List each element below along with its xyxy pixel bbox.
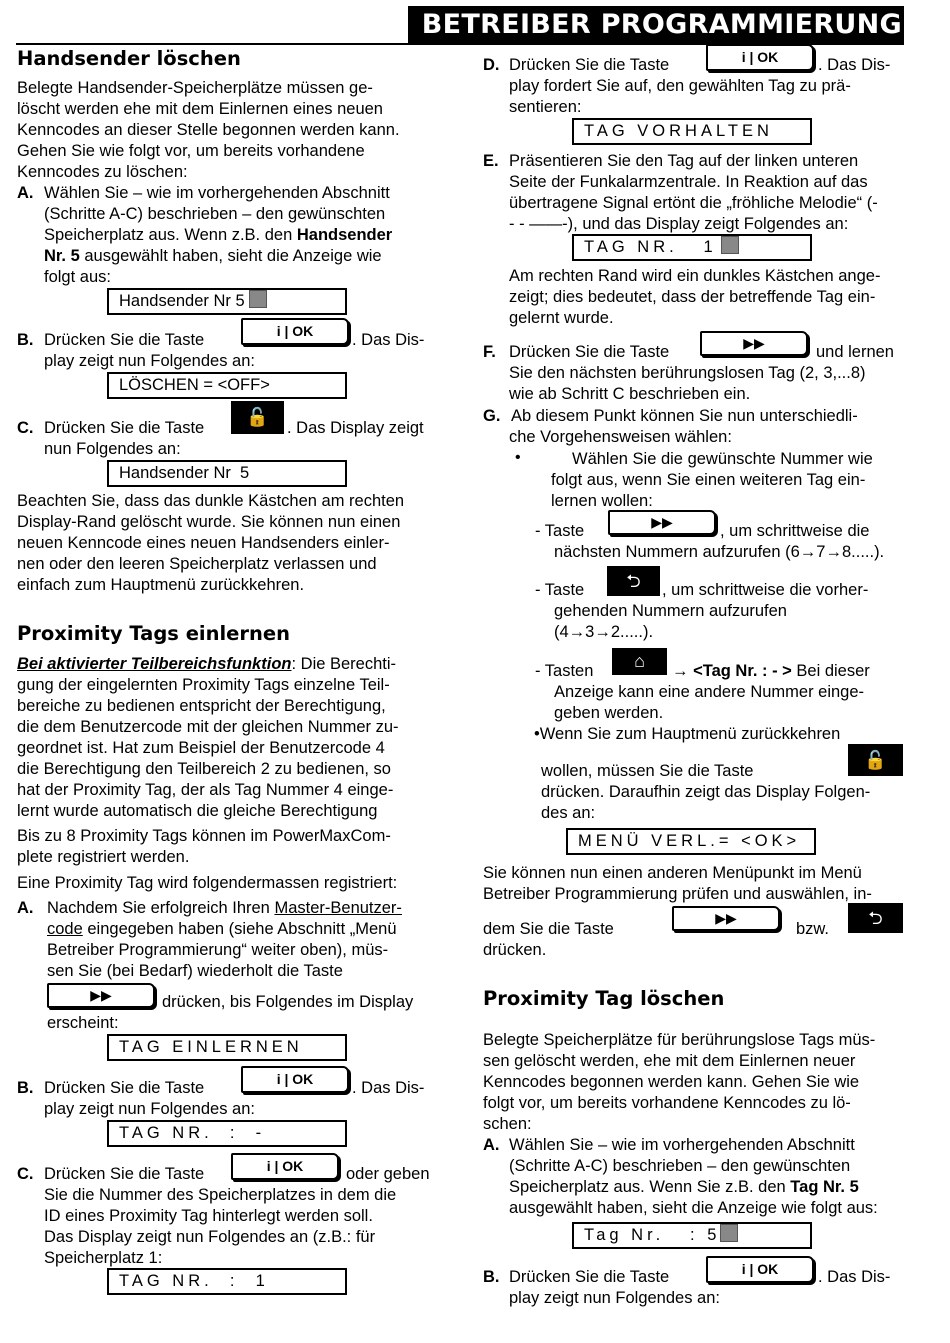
- text-line: erscheint:: [47, 1014, 119, 1032]
- text-line: , um schrittweise die: [720, 522, 870, 540]
- step-label: C.: [17, 419, 34, 437]
- dark-square-icon: [249, 290, 267, 308]
- step-label: B.: [483, 1268, 500, 1286]
- text-line: Speicherplatz aus. Wenn Sie z.B. den Tag Nr. 5: [509, 1178, 859, 1196]
- text-line: gehenden Nummern aufzurufen: [554, 602, 787, 620]
- step-label: A.: [17, 899, 34, 917]
- text-line: che Vorgehensweisen wählen:: [509, 428, 732, 446]
- text-line: , um schrittweise die vorher-: [662, 581, 869, 599]
- text-line: Kenncodes an dieser Stelle begonnen werden kann.: [17, 121, 400, 139]
- text-line: Gehen Sie wie folgt vor, um bereits vorhandene: [17, 142, 365, 160]
- step-label: C.: [17, 1165, 34, 1183]
- text-line: Display-Rand gelöscht wurde. Sie können nun einen: [17, 513, 401, 531]
- lcd-display: TAG NR. : 1: [107, 1268, 347, 1295]
- text-line: Bei aktivierter Teilbereichsfunktion: Die Berechti-: [17, 655, 397, 673]
- text-line: - Tasten: [535, 662, 594, 680]
- text-line: (4→3→2.....).: [554, 623, 654, 641]
- text-line: lernen wollen:: [551, 492, 653, 510]
- text-line: wollen, müssen Sie die Taste: [541, 762, 754, 780]
- text-line: nun Folgendes an:: [44, 440, 181, 458]
- text-line: hat der Proximity Tag, der als Tag Nummer 4 einge-: [17, 781, 394, 799]
- text-line: drücken, bis Folgendes im Display: [162, 993, 414, 1011]
- bullet-icon: •: [515, 449, 521, 466]
- text-line: Seite der Funkalarmzentrale. In Reaktion auf das: [509, 173, 868, 191]
- text-line: - Taste: [535, 581, 585, 599]
- dark-square-icon: [721, 236, 739, 254]
- text-line: Kenncodes begonnen werden kann. Gehen Sie wie: [483, 1073, 860, 1091]
- text-line: Sie können nun einen anderen Menüpunkt im Menü: [483, 864, 862, 882]
- text-line: gelernt wurde.: [509, 309, 614, 327]
- text-line: Drücken Sie die Taste: [509, 343, 670, 361]
- text-line: neuen Kenncode eines neuen Handsenders einler-: [17, 534, 390, 552]
- text-line: Drücken Sie die Taste: [509, 1268, 670, 1286]
- back-key-icon: ⮌: [848, 903, 903, 933]
- text-line: . Das Dis-: [818, 1268, 891, 1286]
- text-line: Nr. 5 ausgewählt haben, sieht die Anzeige wie: [44, 247, 382, 265]
- text-line: Kenncodes zu löschen:: [17, 163, 188, 181]
- lcd-display: Tag Nr. : 5: [572, 1222, 812, 1249]
- text-line: . Das Dis-: [352, 331, 425, 349]
- text-line: Betreiber Programmierung prüfen und auswählen, in-: [483, 885, 872, 903]
- step-label: G.: [483, 407, 501, 425]
- step-label: A.: [17, 184, 34, 202]
- ok-key-icon: i | OK: [706, 44, 814, 71]
- text-line: folgt aus, wenn Sie einen weiteren Tag ein-: [551, 471, 866, 489]
- text-line: Nachdem Sie erfolgreich Ihren Master-Benutzer-: [47, 899, 402, 917]
- text-line: Wählen Sie – wie im vorhergehenden Abschnitt: [509, 1136, 855, 1154]
- text-line: play fordert Sie auf, den gewählten Tag zu prä-: [509, 77, 851, 95]
- text-line: übertragene Signal ertönt die „fröhliche Melodie“ (-: [509, 194, 878, 212]
- step-label: B.: [17, 1079, 34, 1097]
- text-line: code eingegeben haben (siehe Abschnitt „Menü: [47, 920, 397, 938]
- text-line: Ab diesem Punkt können Sie nun unterschiedli-: [511, 407, 858, 425]
- text-line: drücken.: [483, 941, 547, 959]
- text-line: Bis zu 8 Proximity Tags können im PowerMaxCom-: [17, 827, 391, 845]
- text-line: ID eines Proximity Tag hinterlegt werden soll.: [44, 1207, 373, 1225]
- ok-key-icon: i | OK: [231, 1153, 339, 1180]
- text-line: geben werden.: [554, 704, 664, 722]
- step-label: F.: [483, 343, 496, 361]
- text-line: Drücken Sie die Taste: [44, 1079, 205, 1097]
- text-line: löscht werden ehe mit dem Einlernen eines neuen: [17, 100, 383, 118]
- text-line: Sie den nächsten berührungslosen Tag (2, 3,...8): [509, 364, 866, 382]
- text-line: play zeigt nun Folgendes an:: [509, 1289, 720, 1307]
- lcd-display: TAG VORHALTEN: [572, 118, 812, 145]
- text-line: play zeigt nun Folgendes an:: [44, 352, 255, 370]
- text-line: lernt wurde automatisch die gleiche Berechtigung: [17, 802, 378, 820]
- text-line: wie ab Schritt C beschrieben ein.: [509, 385, 751, 403]
- next-key-icon: ▶▶: [47, 983, 155, 1008]
- text-line: schen:: [483, 1115, 532, 1133]
- text-line: Eine Proximity Tag wird folgendermassen registriert:: [17, 874, 398, 892]
- text-line: - - ——-), und das Display zeigt Folgendes an:: [509, 215, 849, 233]
- text-line: sen Sie (bei Bedarf) wiederholt die Taste: [47, 962, 343, 980]
- text-line: und lernen: [816, 343, 894, 361]
- home-key-icon: ⌂: [612, 648, 667, 675]
- text-line: nächsten Nummern aufzurufen (6→7→8.....).: [554, 543, 885, 561]
- text-line: → <Tag Nr. : - > Bei dieser: [672, 662, 870, 680]
- text-line: sentieren:: [509, 98, 582, 116]
- step-label: E.: [483, 152, 499, 170]
- text-line: Belegte Handsender-Speicherplätze müssen ge-: [17, 79, 373, 97]
- text-line: zeigt; dies bedeutet, dass der betreffende Tag ein-: [509, 288, 876, 306]
- text-line: Das Display zeigt nun Folgendes an (z.B.: für: [44, 1228, 376, 1246]
- unlock-key-icon: 🔓: [848, 744, 903, 776]
- text-line: (Schritte A-C) beschrieben – den gewünschten: [509, 1157, 851, 1175]
- lcd-display: TAG NR. 1: [572, 234, 812, 261]
- text-line: geordnet ist. Hat zum Beispiel der Benutzercode 4: [17, 739, 385, 757]
- text-line: Wählen Sie – wie im vorhergehenden Abschnitt: [44, 184, 390, 202]
- text-line: (Schritte A-C) beschrieben – den gewünschten: [44, 205, 386, 223]
- text-line: folgt vor, um bereits vorhandene Kenncodes zu lö-: [483, 1094, 851, 1112]
- text-line: . Das Display zeigt: [287, 419, 424, 437]
- text-line: Speicherplatz 1:: [44, 1249, 163, 1267]
- text-line: . Das Dis-: [352, 1079, 425, 1097]
- lcd-display: LÖSCHEN = <OFF>: [107, 372, 347, 399]
- lcd-display: Handsender Nr 5: [107, 288, 347, 315]
- text-line: Drücken Sie die Taste: [44, 331, 205, 349]
- text-line: folgt aus:: [44, 268, 111, 286]
- text-line: Betreiber Programmierung“ weiter oben), müs-: [47, 941, 389, 959]
- text-line: play zeigt nun Folgendes an:: [44, 1100, 255, 1118]
- text-line: bzw.: [796, 920, 830, 938]
- text-line: Am rechten Rand wird ein dunkles Kästchen ange-: [509, 267, 881, 285]
- dark-square-icon: [720, 1224, 738, 1242]
- lcd-display: MENÜ VERL.= <OK>: [566, 828, 816, 855]
- text-line: - Taste: [535, 522, 585, 540]
- text-line: Drücken Sie die Taste: [509, 56, 670, 74]
- text-line: nen oder den leeren Speicherplatz verlassen und: [17, 555, 377, 573]
- ok-key-icon: i | OK: [241, 1066, 349, 1093]
- text-line: •Wenn Sie zum Hauptmenü zurückkehren: [534, 725, 841, 743]
- text-line: Sie die Nummer des Speicherplatzes in dem die: [44, 1186, 397, 1204]
- page-title: BETREIBER PROGRAMMIERUNG: [421, 9, 902, 40]
- step-label: D.: [483, 56, 500, 74]
- text-line: ausgewählt haben, sieht die Anzeige wie folgt aus:: [509, 1199, 878, 1217]
- text-line: einfach zum Hauptmenü zurückkehren.: [17, 576, 305, 594]
- next-key-icon: ▶▶: [700, 331, 808, 356]
- text-line: dem Sie die Taste: [483, 920, 614, 938]
- text-line: Präsentieren Sie den Tag auf der linken unteren: [509, 152, 859, 170]
- section-title-proximity-einlernen: Proximity Tags einlernen: [17, 622, 290, 645]
- ok-key-icon: i | OK: [241, 318, 349, 345]
- step-label: A.: [483, 1136, 500, 1154]
- next-key-icon: ▶▶: [608, 510, 716, 535]
- lcd-display: Handsender Nr 5: [107, 460, 347, 487]
- text-line: Drücken Sie die Taste: [44, 419, 205, 437]
- step-label: B.: [17, 331, 34, 349]
- text-line: Belegte Speicherplätze für berührungslose Tags müs-: [483, 1031, 876, 1049]
- text-line: Beachten Sie, dass das dunkle Kästchen am rechten: [17, 492, 405, 510]
- lcd-display: TAG EINLERNEN: [107, 1034, 347, 1061]
- text-line: oder geben: [346, 1165, 430, 1183]
- text-line: . Das Dis-: [818, 56, 891, 74]
- text-line: Wählen Sie die gewünschte Nummer wie: [572, 450, 873, 468]
- section-title-handsender-loeschen: Handsender löschen: [17, 47, 241, 70]
- text-line: gung der eingelernten Proximity Tags einzelne Teil-: [17, 676, 390, 694]
- text-line: die Berechtigung den Teilbereich 2 zu bedienen, so: [17, 760, 391, 778]
- section-title-proximity-loeschen: Proximity Tag löschen: [483, 987, 725, 1010]
- text-line: bereiche zu bedienen entspricht der Berechtigung,: [17, 697, 386, 715]
- back-key-icon: ⮌: [607, 566, 660, 596]
- lcd-display: TAG NR. : -: [107, 1120, 347, 1147]
- text-line: Anzeige kann eine andere Nummer einge-: [554, 683, 865, 701]
- text-line: Speicherplatz aus. Wenn z.B. den Handsender: [44, 226, 393, 244]
- next-key-icon: ▶▶: [672, 906, 780, 931]
- text-line: Drücken Sie die Taste: [44, 1165, 205, 1183]
- ok-key-icon: i | OK: [706, 1256, 814, 1283]
- text-line: plete registriert werden.: [17, 848, 190, 866]
- text-line: des an:: [541, 804, 596, 822]
- unlock-key-icon: 🔓: [231, 401, 284, 434]
- text-line: die dem Benutzercode mit der gleichen Nummer zu-: [17, 718, 399, 736]
- text-line: drücken. Daraufhin zeigt das Display Folgen-: [541, 783, 871, 801]
- text-line: sen gelöscht werden, ehe mit dem Einlernen neuer: [483, 1052, 856, 1070]
